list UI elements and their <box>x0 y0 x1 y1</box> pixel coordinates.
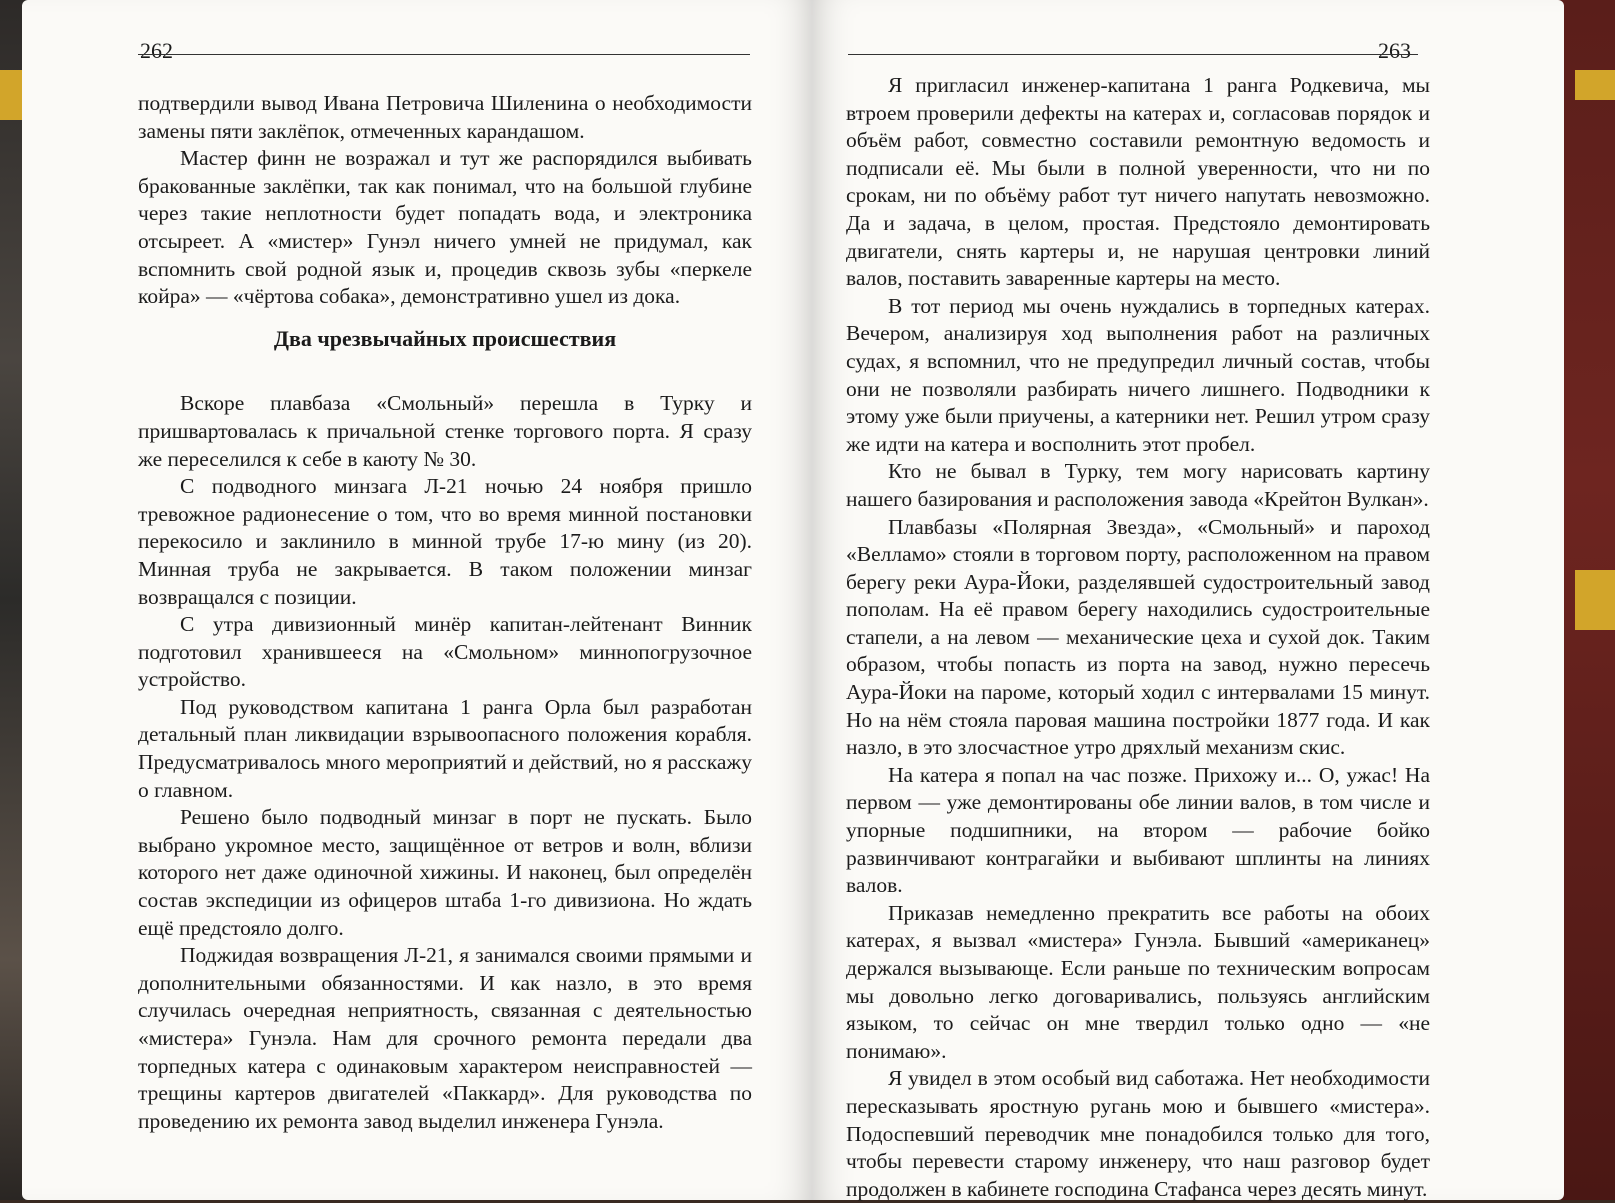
right-paragraph-3: Кто не бывал в Турку, тем могу нарисовать картину нашего базирования и расположения завода «Крейтон Вулкан». <box>846 459 1430 511</box>
right-paragraph-6: Приказав немедленно прекратить все работы на обоих катерах, я вызвал «мистера» Гунэла. Бывший «американец» держался вызывающе. Если раньше по техническим вопросам мы довольно легко договаривались, пользуясь английским языком, то сейчас он мне твердил только одно — «не понимаю». <box>846 900 1430 1063</box>
left-header-rule <box>138 54 750 55</box>
left-page <box>22 0 812 1200</box>
left-paragraph-2: Мастер финн не возражал и тут же распорядился выбивать бракованные заклёпки, так как понимал, что на большой глубине через такие неплотности будет попадать вода, и электроника отсыреет. А «мистер» Гунэл ничего умней не придумал, как вспомнить свой родной язык и, процедив сквозь зубы «перкеле койра» — «чёртова собака», демонстративно ушел из дока. <box>138 146 752 309</box>
left-page-text <box>138 90 752 1135</box>
section-heading: Два чрезвычайных происшествия <box>273 325 617 351</box>
right-paragraph-4: Плавбазы «Полярная Звезда», «Смольный» и пароход «Велламо» стояли в торговом порту, расположенном на правом берегу реки Аура-Йоки, разделявшей судостроительный завод пополам. На её правом берегу находились судостроительные стапели, а на левом — механические цеха и сухой док. Таким образом, чтобы попасть из порта на завод, нужно пересечь Аура-Йоки на пароме, который ходил с интервалами 15 минут. Но на нём стояла паровая машина постройки 1877 года. И как назло, в это злосчастное утро дряхлый механизм скис. <box>846 514 1430 760</box>
right-page-number: 263 <box>1378 38 1411 63</box>
left-paragraph-4: С подводного минзага Л-21 ночью 24 ноября пришло тревожное радионесение о том, что во время минной постановки перекосило и заклинило в минной трубе 17-ю мину (из 20). Минная труба не закрывается. В таком положении минзаг возвращался с позиции. <box>138 474 752 609</box>
right-header-rule <box>848 54 1418 55</box>
left-paragraph-8: Поджидая возвращения Л-21, я занимался своими прямыми и дополнительными обязанностями. И как назло, в это время случилась очередная неприятность, связанная с деятельностью «мистера» Гунэла. Нам для срочного ремонта передали два торпедных катера с одинаковым характером неисправностей — трещины картеров двигателей «Паккард». Для руководства по проведению их ремонта завод выделил инженера Гунэла. <box>138 943 752 1133</box>
right-paragraph-2: В тот период мы очень нуждались в торпедных катерах. Вечером, анализируя ход выполнения работ на различных судах, я вспомнил, что не предупредил личный состав, чтобы они не позволяли разбирать ничего лишнего. Подводники к этому уже были приучены, а катерники нет. Решил утром сразу же идти на катера и восполнить этот пробел. <box>846 293 1430 456</box>
right-page-text <box>846 72 1430 1203</box>
background-right-stripe-lower <box>1575 570 1615 630</box>
right-paragraph-5: На катера я попал на час позже. Прихожу и... О, ужас! На первом — уже демонтированы обе линии валов, в том числе и упорные подшипники, на втором — рабочие бойко развинчивают контрагайки и выбивают шплинты на линиях валов. <box>846 762 1430 898</box>
left-paragraph-7: Решено было подводный минзаг в порт не пускать. Было выбрано укромное место, защищённое от ветров и волн, вблизи которого нет даже одиночной хижины. И наконец, был определён состав экспедиции из офицеров штаба 1-го дивизиона. Но ждать ещё предстояло долго. <box>138 805 752 940</box>
right-paragraph-1: Я пригласил инженер-капитана 1 ранга Родкевича, мы втроем проверили дефекты на катерах и, согласовав порядок и объём работ, совместно составили ремонтную ведомость и подписали её. Мы были в полной уверенности, что ни по срокам, ни по объёму работ тут ничего напутать невозможно. Да и задача, в целом, простая. Предстояло демонтировать двигатели, снять картеры и, не нарушая центровки линий валов, поставить заваренные картеры на место. <box>846 73 1430 291</box>
left-paragraph-6: Под руководством капитана 1 ранга Орла был разработан детальный план ликвидации взрывоопасного положения корабля. Предусматривалось много мероприятий и действий, но я расскажу о главном. <box>138 694 752 802</box>
left-paragraph-5: С утра дивизионный минёр капитан-лейтенант Винник подготовил хранившееся на «Смольном» миннопогрузочное устройство. <box>138 612 752 692</box>
background-left-stripe <box>0 70 22 120</box>
right-page <box>812 0 1564 1200</box>
background-right-stripe <box>1575 70 1615 100</box>
left-paragraph-1: подтвердили вывод Ивана Петровича Шиленина о необходимости замены пяти заклёпок, отмеченных карандашом. <box>138 91 752 143</box>
left-paragraph-3: Вскоре плавбаза «Смольный» перешла в Турку и пришвартовалась к причальной стенке торгового порта. Я сразу же переселился к себе в каюту № 30. <box>138 391 752 471</box>
right-paragraph-7: Я увидел в этом особый вид саботажа. Нет необходимости пересказывать яростную ругань мою и бывшего «мистера». Подоспевший переводчик мне понадобился только для того, чтобы перевести старому инженеру, что наш разговор будет продолжен в кабинете господина Стафанса через десять минут. <box>846 1066 1430 1201</box>
left-page-number: 262 <box>140 38 173 63</box>
